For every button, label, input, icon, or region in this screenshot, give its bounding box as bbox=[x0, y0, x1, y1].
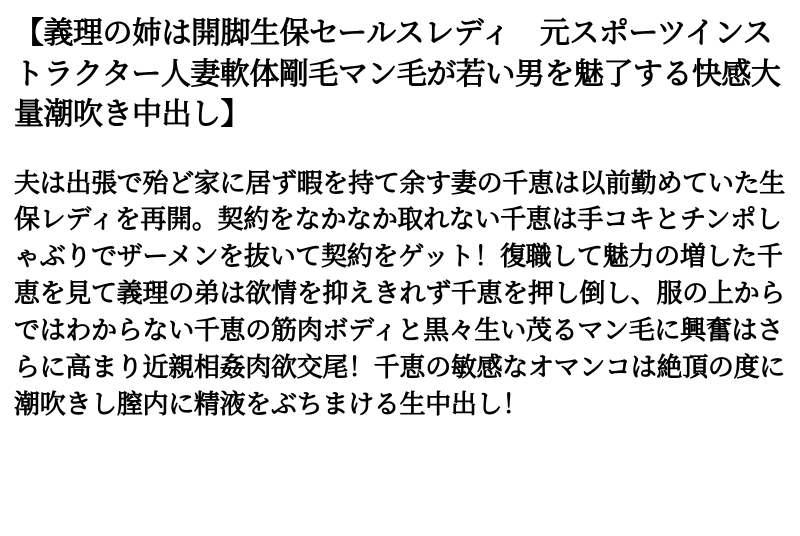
document-body: 夫は出張で殆ど家に居ず暇を持て余す妻の千恵は以前勤めていた生保レディを再開。契約をなかなか取れない千恵は手コキとチンポしゃぶりでザーメンを抜いて契約をゲット！復職して魅力の増した千恵を見て義理の弟は欲情を抑えきれず千恵を押し倒し、服の上からではわからない千恵の筋肉ボディと黒々生い茂るマン毛に興奮はさらに高まり近親相姦肉欲交尾！千恵の敏感なオマンコは絶頂の度に潮吹きし膣内に精液をぶちまける生中出し！ bbox=[14, 168, 786, 420]
document-title: 【義理の姉は開脚生保セールスレディ 元スポーツインストラクター人妻軟体剛毛マン毛が若い男を魅了する快感大量潮吹き中出し】 bbox=[14, 16, 781, 132]
title-body-divider bbox=[14, 136, 786, 166]
